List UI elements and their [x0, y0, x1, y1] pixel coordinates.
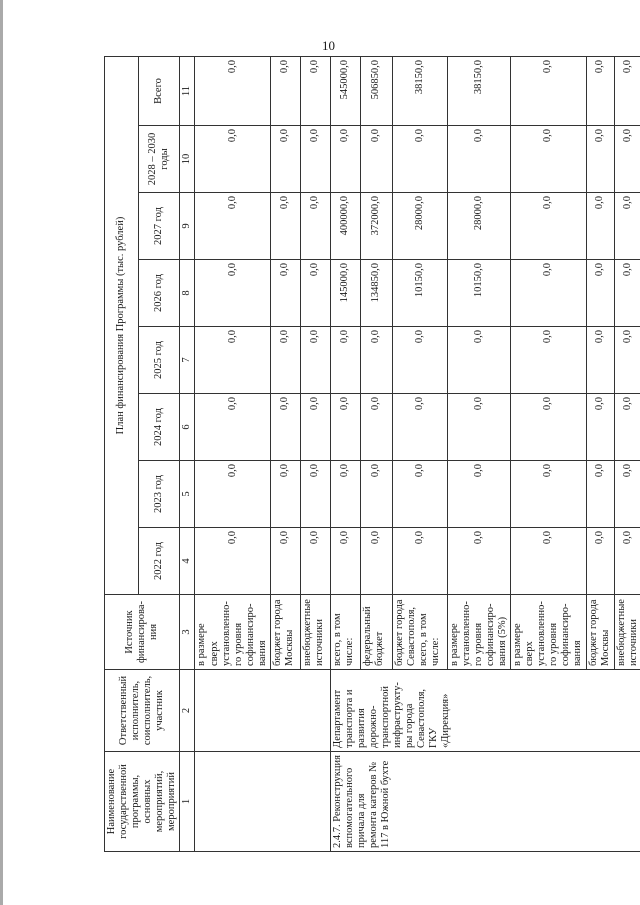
- column-index: 4: [180, 528, 195, 595]
- cell-value: 0,0: [586, 394, 614, 461]
- header-year: 2022 год: [138, 528, 180, 595]
- column-index: 6: [180, 394, 195, 461]
- header-source: Источник финансирова-ния: [105, 595, 180, 670]
- cell-value: 0,0: [392, 528, 447, 595]
- cell-value: 0,0: [586, 56, 614, 125]
- cell-source: внебюджетные источники: [300, 595, 330, 670]
- cell-value: 0,0: [511, 193, 586, 260]
- header-name: Наименование государственной программы, основных мероприятий, мероприятий: [105, 752, 180, 852]
- header-year: 2027 год: [138, 193, 180, 260]
- cell-value: 0,0: [511, 394, 586, 461]
- cell-value: 0,0: [195, 461, 270, 528]
- cell-value: 0,0: [300, 260, 330, 327]
- cell-value: 0,0: [270, 528, 300, 595]
- column-index: 10: [180, 126, 195, 193]
- header-year: 2023 год: [138, 461, 180, 528]
- page-number: 10: [322, 38, 335, 53]
- cell-value: 0,0: [392, 461, 447, 528]
- cell-value: 0,0: [270, 327, 300, 394]
- cell-value: 0,0: [195, 528, 270, 595]
- column-index: 3: [180, 595, 195, 670]
- header-year: 2025 год: [138, 327, 180, 394]
- cell-value: 0,0: [511, 260, 586, 327]
- cell-value: 0,0: [330, 126, 360, 193]
- cell-value: 372000,0: [360, 193, 392, 260]
- cell-value: 10150,0: [447, 260, 510, 327]
- table-row: [195, 56, 270, 851]
- cell-value: 0,0: [511, 56, 586, 125]
- cell-value: 0,0: [270, 126, 300, 193]
- table-row: [330, 56, 360, 851]
- cell-source: всего, в том числе:: [330, 595, 360, 670]
- cell-value: 0,0: [195, 193, 270, 260]
- cell-value: 0,0: [392, 126, 447, 193]
- cell-value: 0,0: [195, 394, 270, 461]
- cell-value: 38150,0: [447, 56, 510, 125]
- cell-value: 0,0: [614, 193, 640, 260]
- cell-value: 145000,0: [330, 260, 360, 327]
- cell-value: 0,0: [614, 461, 640, 528]
- cell-value: 0,0: [330, 327, 360, 394]
- column-index: 9: [180, 193, 195, 260]
- cell-value: 0,0: [392, 394, 447, 461]
- cell-value: 0,0: [300, 56, 330, 125]
- cell-source: бюджет города Москвы: [270, 595, 300, 670]
- cell-value: 400000,0: [330, 193, 360, 260]
- cell-value: 0,0: [511, 461, 586, 528]
- cell-value: 0,0: [300, 327, 330, 394]
- cell-value: 0,0: [614, 126, 640, 193]
- header-year: 2024 год: [138, 394, 180, 461]
- header-year: Всего: [138, 56, 180, 125]
- cell-value: 0,0: [270, 193, 300, 260]
- cell-value: 0,0: [360, 394, 392, 461]
- cell-value: 0,0: [586, 126, 614, 193]
- cell-source: бюджет города Москвы: [586, 595, 614, 670]
- cell-value: 0,0: [300, 461, 330, 528]
- column-index: 5: [180, 461, 195, 528]
- column-index: 8: [180, 260, 195, 327]
- cell-value: 0,0: [392, 327, 447, 394]
- cell-value: 0,0: [614, 394, 640, 461]
- cell-value: 0,0: [586, 260, 614, 327]
- header-executor: Ответственный исполнитель, соисполнитель, участник: [105, 670, 180, 752]
- financing-table: [104, 56, 640, 852]
- cell-value: 0,0: [586, 193, 614, 260]
- header-year: 2026 год: [138, 260, 180, 327]
- cell-executor: Департамент транспорта и развития дорожно-транспортной инфраструкту-ры города Севастополя, ГКУ «Дирекция»: [330, 670, 640, 752]
- cell-value: 506850,0: [360, 56, 392, 125]
- column-index: 2: [180, 670, 195, 752]
- cell-value: 0,0: [195, 327, 270, 394]
- cell-value: 0,0: [270, 461, 300, 528]
- cell-executor: [195, 670, 330, 752]
- cell-value: 0,0: [614, 260, 640, 327]
- cell-value: 0,0: [447, 528, 510, 595]
- cell-value: 0,0: [270, 56, 300, 125]
- header-plan: План финансирования Программы (тыс. рублей): [105, 56, 139, 594]
- cell-value: 545000,0: [330, 56, 360, 125]
- cell-source: в размере сверх установленно-го уровня софинансиро-вания: [511, 595, 586, 670]
- header-year: 2028 – 2030 годы: [138, 126, 180, 193]
- cell-value: 0,0: [586, 528, 614, 595]
- cell-value: 0,0: [300, 394, 330, 461]
- cell-value: 0,0: [300, 126, 330, 193]
- column-index: 1: [180, 752, 195, 852]
- column-index: 11: [180, 56, 195, 125]
- cell-value: 0,0: [447, 394, 510, 461]
- cell-value: 0,0: [511, 528, 586, 595]
- cell-source: в размере сверх установленно-го уровня софинансиро-вания: [195, 595, 270, 670]
- cell-source: федеральный бюджет: [360, 595, 392, 670]
- cell-value: 0,0: [511, 327, 586, 394]
- cell-value: 0,0: [447, 461, 510, 528]
- cell-value: 0,0: [360, 327, 392, 394]
- cell-value: 28000,0: [447, 193, 510, 260]
- rotated-table-container: [104, 57, 639, 852]
- cell-value: 0,0: [330, 528, 360, 595]
- cell-source: в размере установленно-го уровня софинансиро-вания (5%): [447, 595, 510, 670]
- cell-value: 0,0: [360, 528, 392, 595]
- cell-value: 0,0: [614, 327, 640, 394]
- cell-value: 0,0: [195, 56, 270, 125]
- cell-value: 0,0: [360, 461, 392, 528]
- cell-value: 0,0: [511, 126, 586, 193]
- column-index: 7: [180, 327, 195, 394]
- cell-value: 0,0: [330, 394, 360, 461]
- cell-value: 0,0: [586, 327, 614, 394]
- scan-edge: [0, 0, 3, 905]
- cell-value: 0,0: [614, 528, 640, 595]
- cell-value: 134850,0: [360, 260, 392, 327]
- cell-value: 0,0: [300, 193, 330, 260]
- cell-value: 0,0: [614, 56, 640, 125]
- cell-value: 28000,0: [392, 193, 447, 260]
- cell-source: внебюджетные источники: [614, 595, 640, 670]
- cell-value: 0,0: [360, 126, 392, 193]
- cell-value: 0,0: [586, 461, 614, 528]
- cell-value: 0,0: [300, 528, 330, 595]
- cell-value: 0,0: [195, 260, 270, 327]
- cell-value: 0,0: [330, 461, 360, 528]
- cell-source: бюджет города Севастополя, всего, в том числе:: [392, 595, 447, 670]
- cell-value: 0,0: [195, 126, 270, 193]
- cell-value: 10150,0: [392, 260, 447, 327]
- cell-value: 0,0: [270, 260, 300, 327]
- cell-name: [195, 752, 330, 852]
- cell-value: 0,0: [270, 394, 300, 461]
- cell-name: 2.4.7. Реконструкция вспомогательного причала для ремонта катеров № 117 в Южной бухте: [330, 752, 640, 852]
- cell-value: 0,0: [447, 327, 510, 394]
- cell-value: 38150,0: [392, 56, 447, 125]
- cell-value: 0,0: [447, 126, 510, 193]
